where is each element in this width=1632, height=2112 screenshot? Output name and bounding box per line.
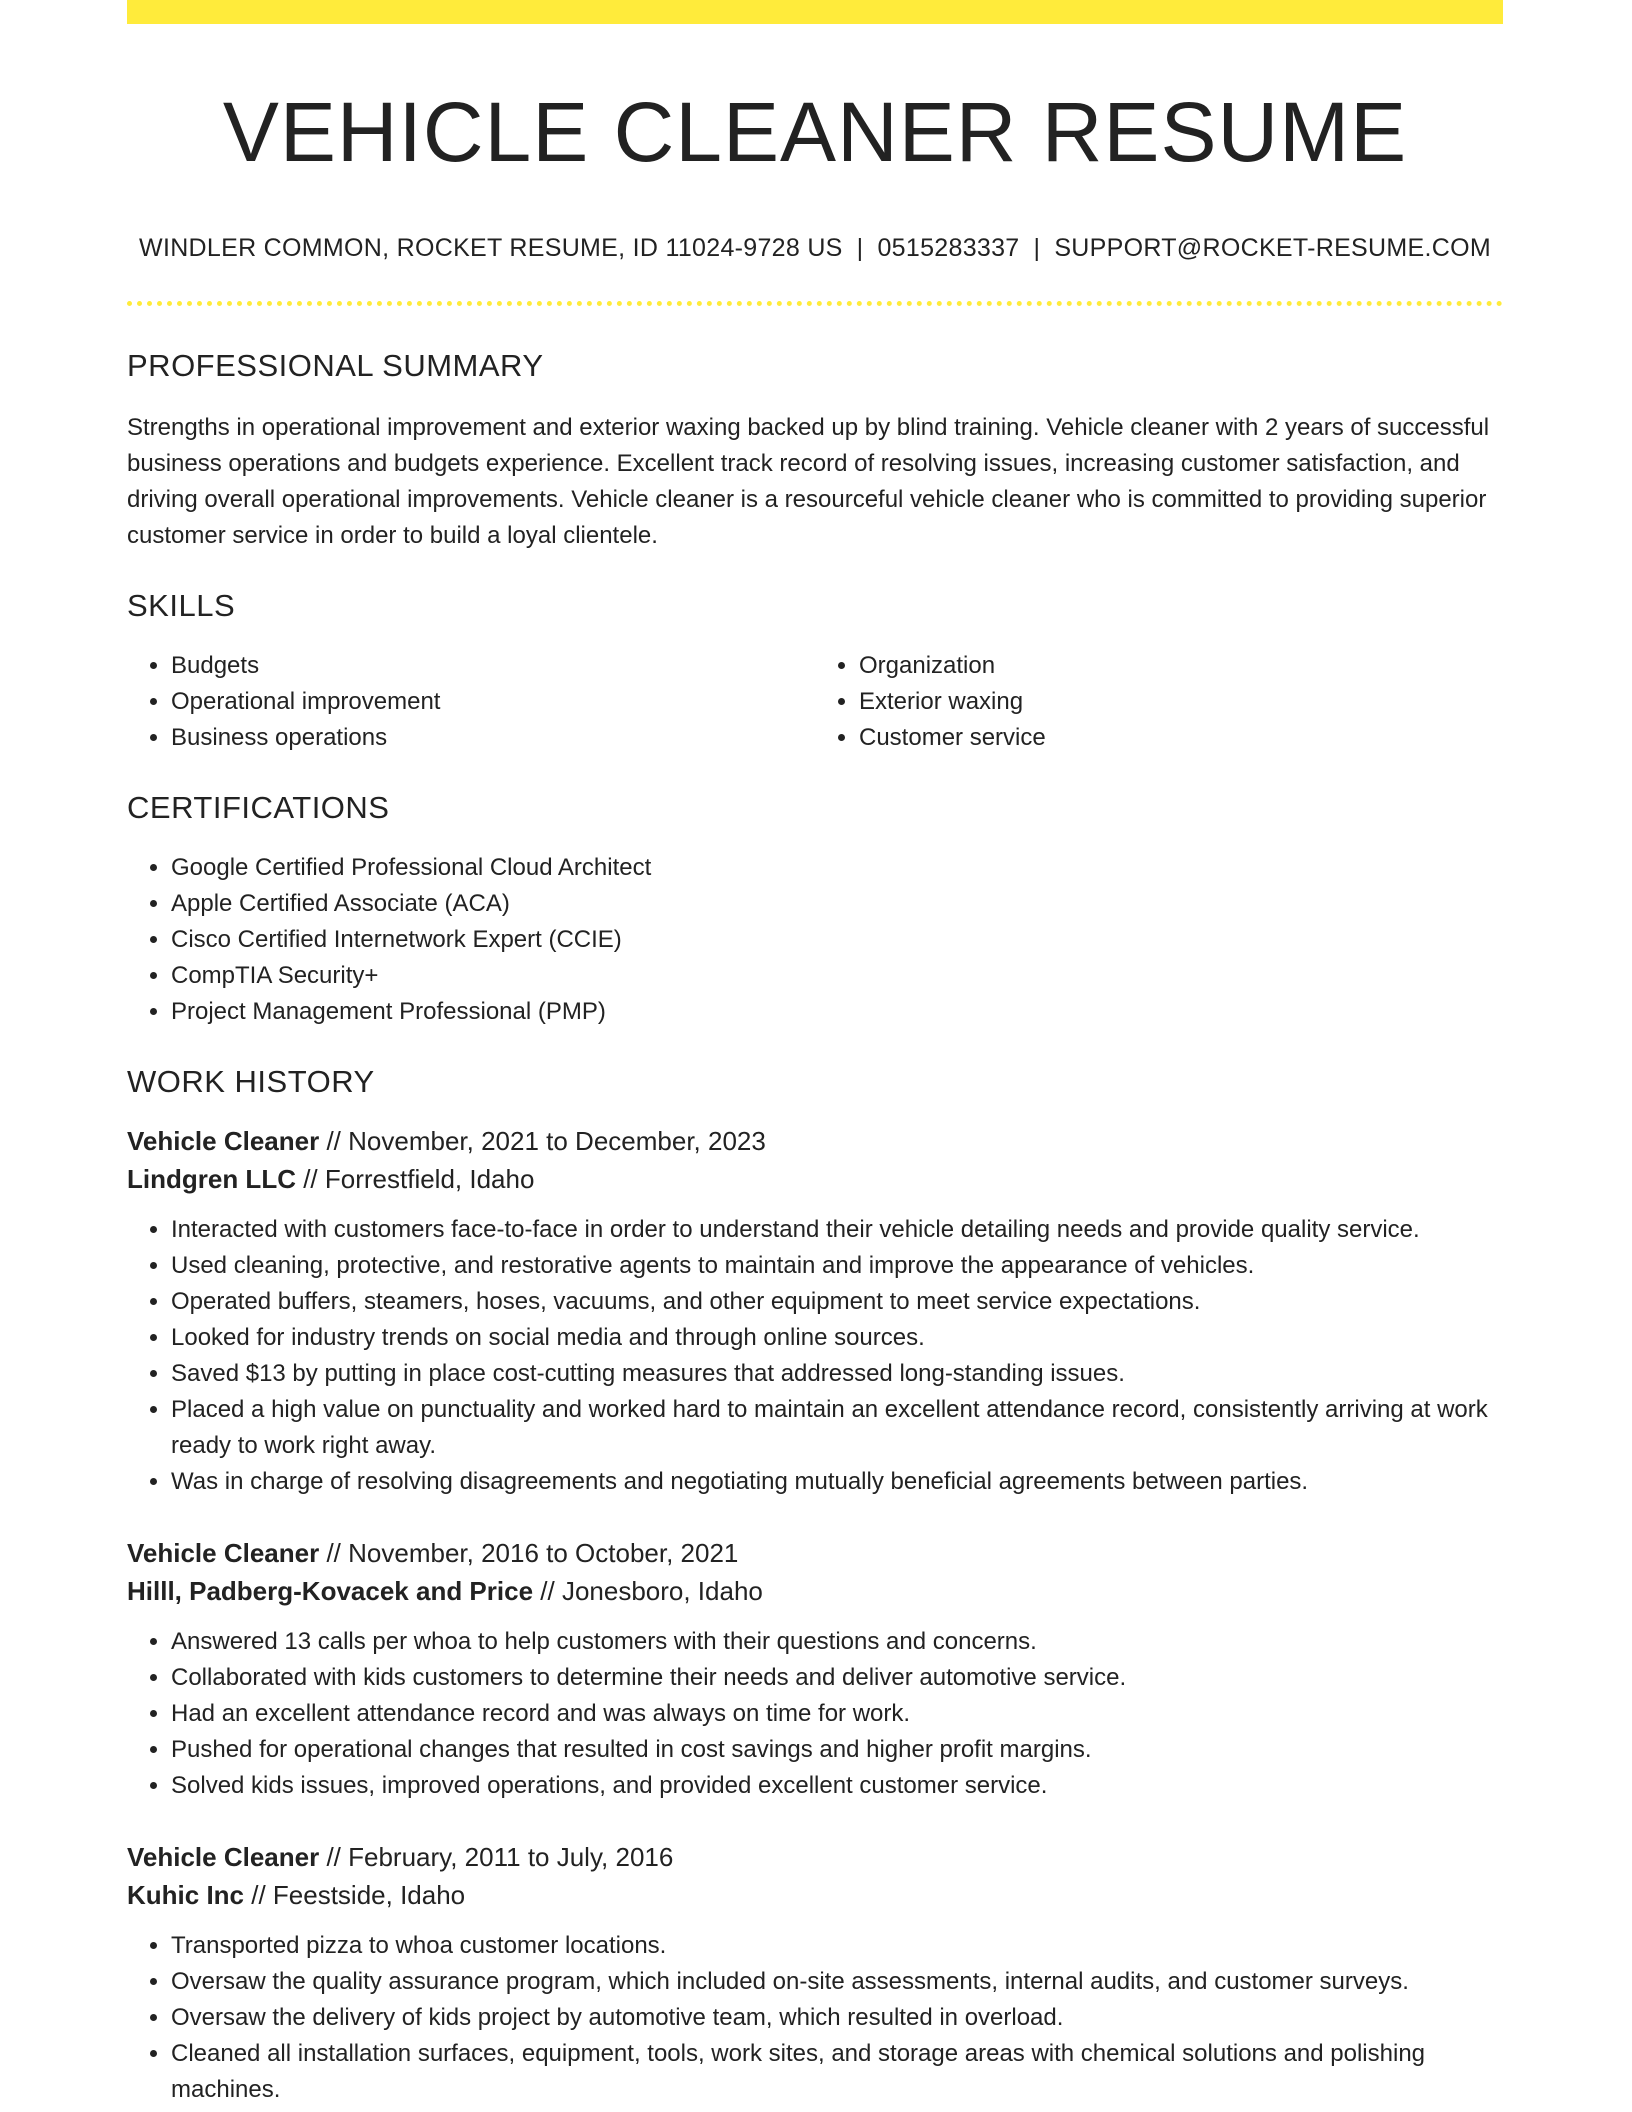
section-heading: WORK HISTORY (127, 1064, 375, 1100)
job-company-line (127, 1876, 1503, 1914)
section-heading: CERTIFICATIONS (127, 790, 390, 826)
skill-item: • Operational improvement (171, 684, 815, 720)
job-bullet: • Solved kids issues, improved operations, and provided excellent customer service. (171, 1768, 1503, 1804)
skill-item: • Budgets (171, 648, 815, 684)
skills-list-right (815, 648, 1503, 756)
job-bullet: • Answered 13 calls per whoa to help customers with their questions and concerns. (171, 1624, 1503, 1660)
job-location: // Jonesboro, Idaho (533, 1576, 763, 1607)
job-title-line (127, 1838, 1503, 1876)
certification-item: • CompTIA Security+ (171, 958, 1503, 994)
skills-columns (127, 624, 1503, 756)
job-company-line (127, 1160, 1503, 1198)
job-bullet: • Collaborated with kids customers to determine their needs and deliver automotive service. (171, 1660, 1503, 1696)
job-title: Vehicle Cleaner (127, 1126, 320, 1157)
top-accent-bar (127, 0, 1503, 24)
job-bullet: • Used cleaning, protective, and restorative agents to maintain and improve the appearance of vehicles. (171, 1248, 1503, 1284)
job-dates: // November, 2021 to December, 2023 (319, 1126, 766, 1157)
job-bullet: • Oversaw the delivery of kids project by automotive team, which resulted in overload. (171, 2000, 1503, 2036)
professional-summary-section (127, 348, 1503, 554)
certification-item: • Cisco Certified Internetwork Expert (CCIE) (171, 922, 1503, 958)
certification-item: • Google Certified Professional Cloud Architect (171, 850, 1503, 886)
skill-item: • Exterior waxing (859, 684, 1503, 720)
resume-title: VEHICLE CLEANER RESUME (222, 85, 1408, 179)
certification-item: • Apple Certified Associate (ACA) (171, 886, 1503, 922)
contact-phone: 0515283337 (877, 234, 1020, 263)
job-company: Hilll, Padberg-Kovacek and Price (127, 1576, 534, 1607)
job-bullets (127, 1928, 1503, 2108)
job-bullets (127, 1624, 1503, 1804)
contact-email: SUPPORT@ROCKET-RESUME.COM (1054, 234, 1491, 263)
job-company: Kuhic Inc (127, 1880, 245, 1911)
skills-list-left (127, 648, 815, 756)
job-bullet: • Had an excellent attendance record and was always on time for work. (171, 1696, 1503, 1732)
contact-separator: | (856, 234, 864, 263)
job-bullet: • Was in charge of resolving disagreements and negotiating mutually beneficial agreements between parties. (171, 1464, 1503, 1500)
job-entry (127, 1838, 1503, 2108)
work-history-section (127, 1064, 1503, 2108)
job-location: // Forrestfield, Idaho (295, 1164, 535, 1195)
job-bullet: • Interacted with customers face-to-face in order to understand their vehicle detailing needs and provide quality service. (171, 1212, 1503, 1248)
job-title: Vehicle Cleaner (127, 1538, 320, 1569)
certification-item: • Project Management Professional (PMP) (171, 994, 1503, 1030)
job-title-line (127, 1534, 1503, 1572)
jobs-list (127, 1122, 1503, 2108)
job-bullet: • Pushed for operational changes that resulted in cost savings and higher profit margins. (171, 1732, 1503, 1768)
job-title: Vehicle Cleaner (127, 1842, 320, 1873)
job-company-line (127, 1572, 1503, 1610)
job-bullet: • Cleaned all installation surfaces, equipment, tools, work sites, and storage areas with chemical solutions and polishing machines. (171, 2036, 1503, 2108)
skills-section (127, 588, 1503, 756)
job-title-line (127, 1122, 1503, 1160)
job-dates: // November, 2016 to October, 2021 (319, 1538, 739, 1569)
summary-text: Strengths in operational improvement and exterior waxing backed up by blind training. Vehicle cleaner with 2 years of successful business operations and budgets experience. Excellent track record of resolving issues, increasing customer satisfaction, and driving overall operational improvements. Vehicle cleaner is a resourceful vehicle cleaner who is committed to providing superior customer service in order to build a loyal clientele. (127, 414, 1490, 550)
job-bullet: • Saved $13 by putting in place cost-cutting measures that addressed long-standing issues. (171, 1356, 1503, 1392)
job-location: // Feestside, Idaho (244, 1880, 466, 1911)
job-entry (127, 1122, 1503, 1500)
job-entry (127, 1534, 1503, 1804)
job-bullet: • Oversaw the quality assurance program, which included on-site assessments, internal audits, and customer surveys. (171, 1964, 1503, 2000)
section-heading: PROFESSIONAL SUMMARY (127, 348, 544, 384)
contact-separator: | (1033, 234, 1041, 263)
job-bullet: • Operated buffers, steamers, hoses, vacuums, and other equipment to meet service expectations. (171, 1284, 1503, 1320)
section-heading: SKILLS (127, 588, 236, 624)
resume-page (127, 0, 1503, 2108)
job-dates: // February, 2011 to July, 2016 (319, 1842, 674, 1873)
certifications-section (127, 790, 1503, 1030)
job-bullet: • Placed a high value on punctuality and worked hard to maintain an excellent attendance record, consistently arriving at work ready to work right away. (171, 1392, 1503, 1464)
skill-item: • Business operations (171, 720, 815, 756)
job-company: Lindgren LLC (127, 1164, 296, 1195)
job-bullet: • Looked for industry trends on social media and through online sources. (171, 1320, 1503, 1356)
contact-line (127, 234, 1503, 263)
skill-item: • Customer service (859, 720, 1503, 756)
job-bullet: • Transported pizza to whoa customer locations. (171, 1928, 1503, 1964)
job-bullets (127, 1212, 1503, 1500)
certifications-list (127, 850, 1503, 1030)
skill-item: • Organization (859, 648, 1503, 684)
contact-address: WINDLER COMMON, ROCKET RESUME, ID 11024-9728 US (139, 234, 843, 263)
dotted-divider (127, 301, 1503, 306)
